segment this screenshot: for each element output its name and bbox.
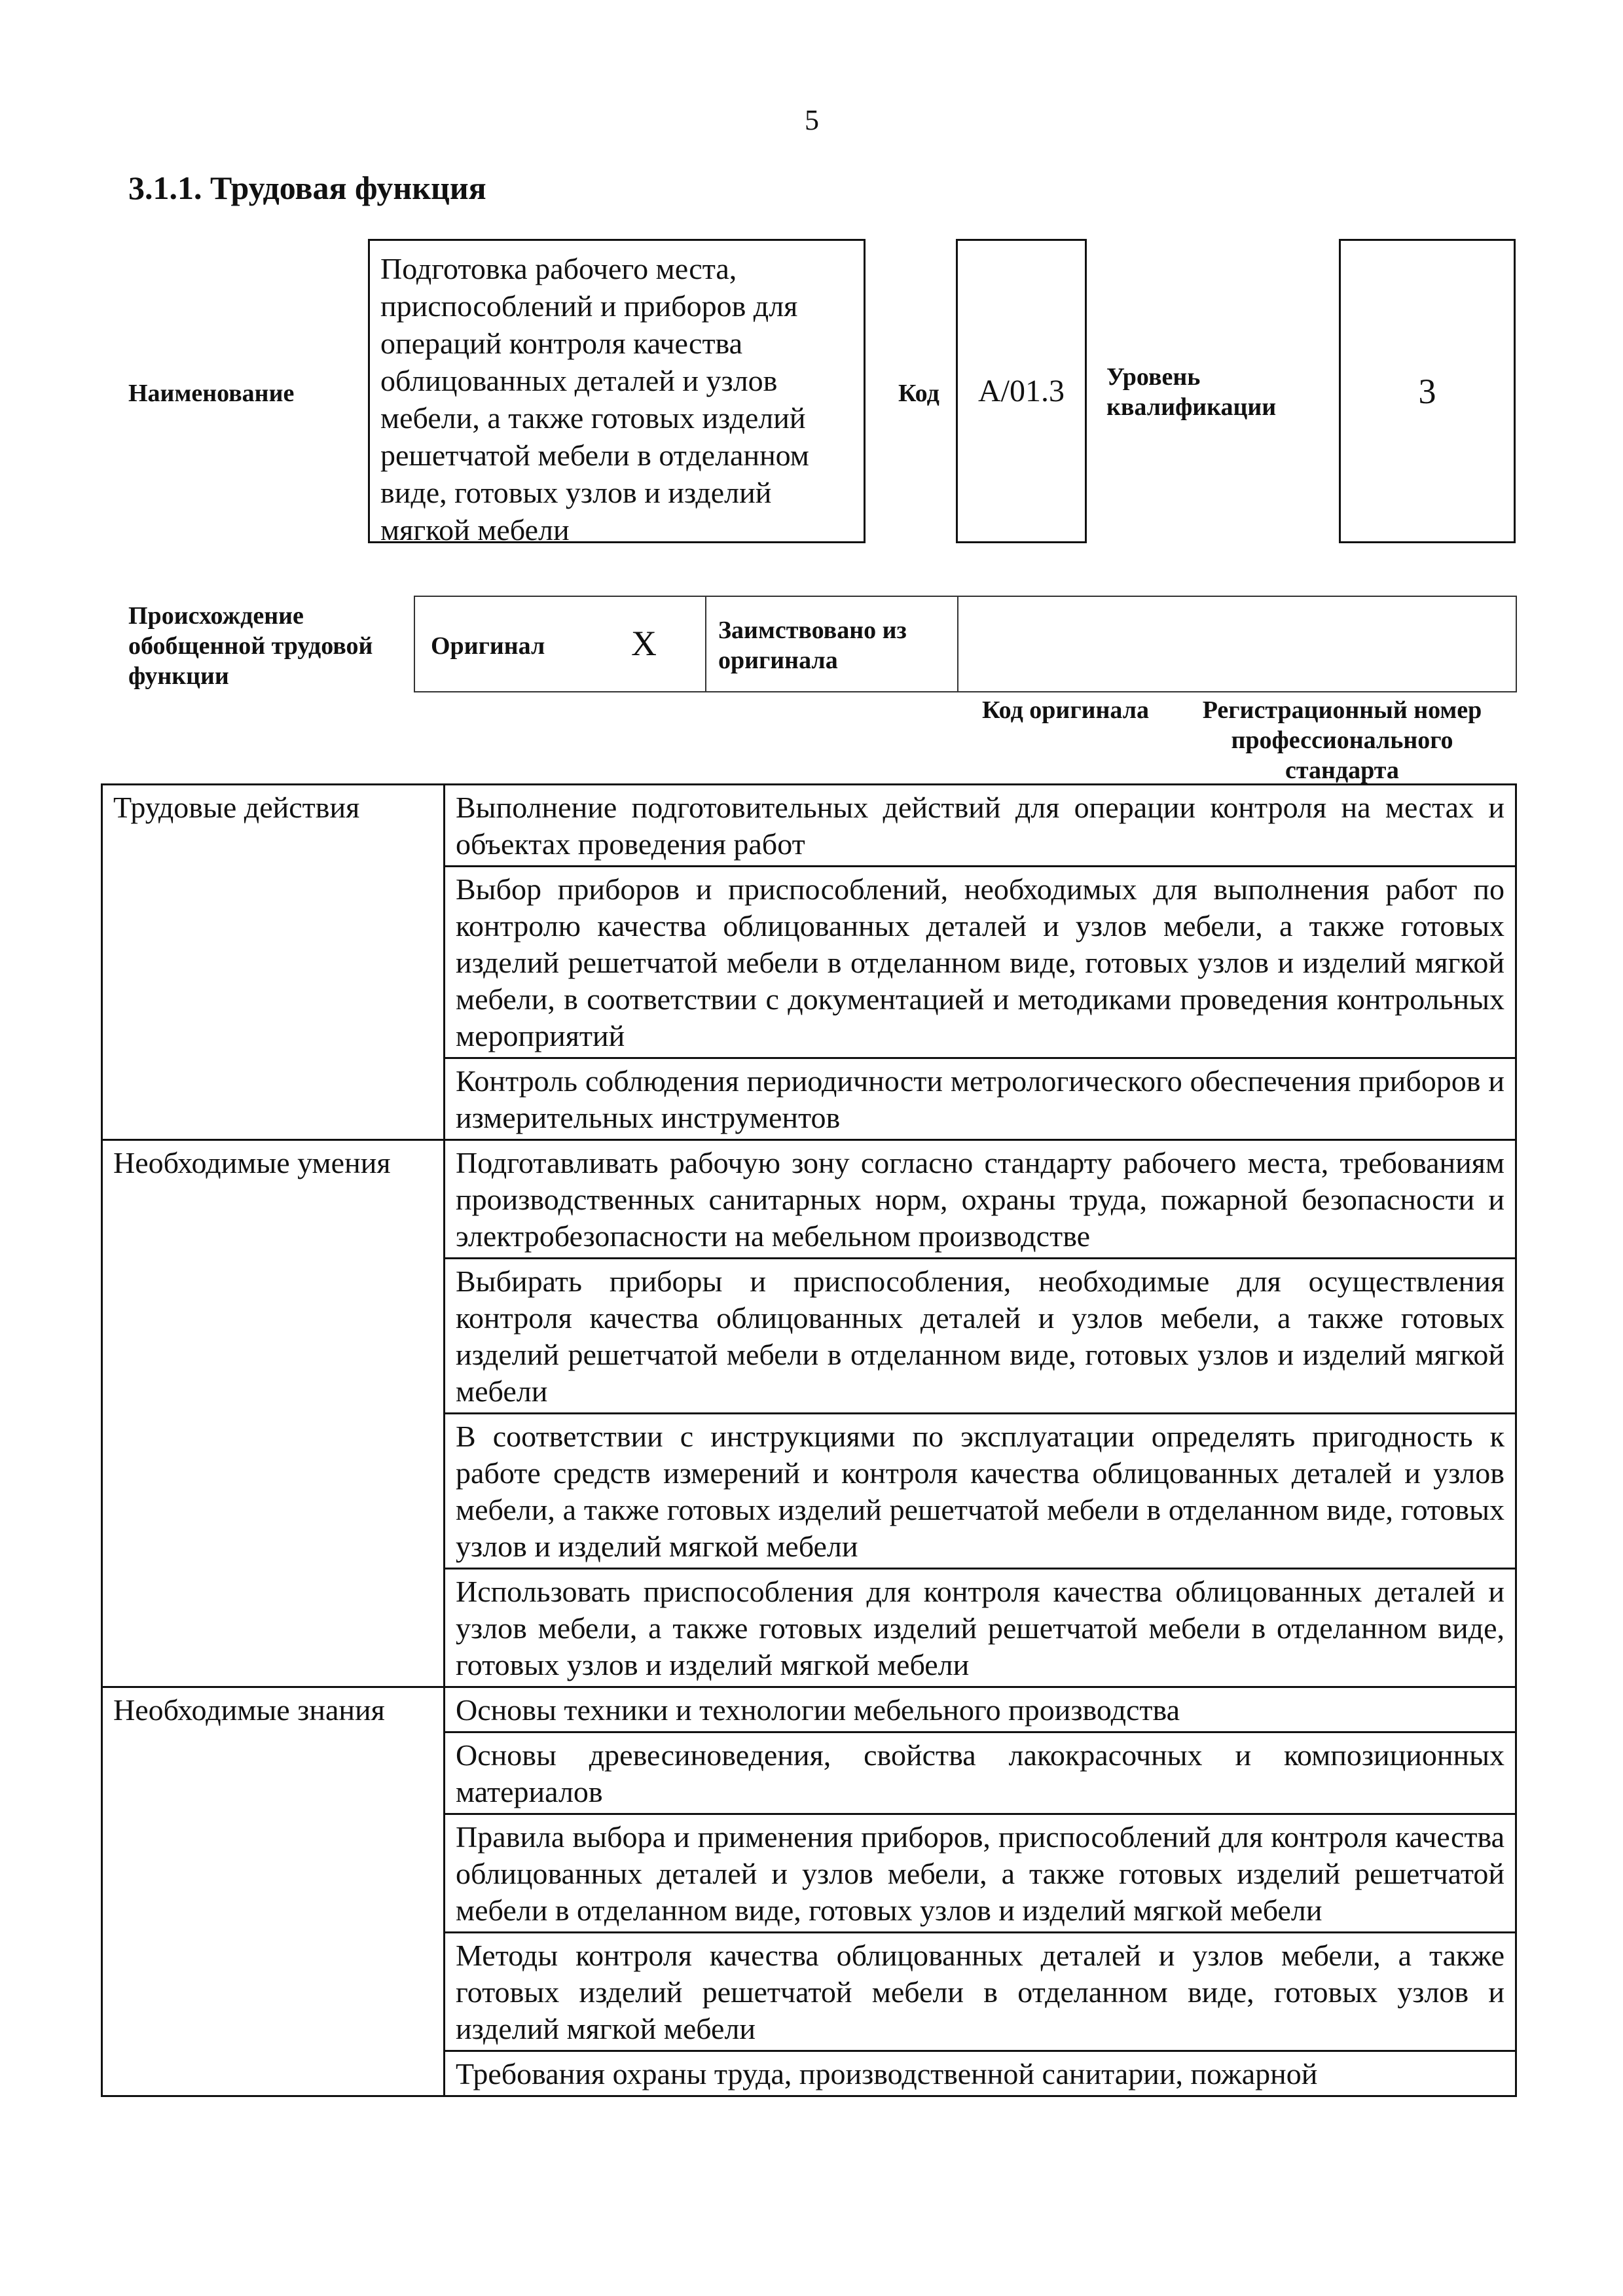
name-label: Наименование <box>128 380 295 407</box>
qualification-level-label: Уровень квалификации <box>1106 363 1277 421</box>
table-cell: Требования охраны труда, производственной санитарии, пожарной <box>445 2051 1516 2096</box>
function-name-box: Подготовка рабочего места, приспособлений и приборов для операций контроля качества облицованных деталей и узлов мебели, а также готовых изделий решетчатой мебели в отделанном виде, готовых узлов и изделий мягкой мебели <box>368 239 866 543</box>
borrowed-label: Заимствовано из оригинала <box>718 617 907 674</box>
labor-function-table <box>101 783 1517 2097</box>
origin-row <box>414 596 1517 692</box>
table-cell: Контроль соблюдения периодичности метрологического обеспечения приборов и измерительных инструментов <box>445 1058 1516 1140</box>
table-cell: В соответствии с инструкциями по эксплуатации определять пригодность к работе средств измерений и контроля качества облицованных деталей и узлов мебели, а также готовых изделий решетчатой мебели в отделанном виде, готовых узлов и изделий мягкой мебели <box>445 1414 1516 1569</box>
table-cell: Основы техники и технологии мебельного производства <box>445 1687 1516 1732</box>
original-code-caption: Код оригинала <box>982 696 1150 724</box>
section-heading: Трудовые действия <box>102 785 445 1140</box>
table-cell: Использовать приспособления для контроля качества облицованных деталей и узлов мебели, а также готовых изделий решетчатой мебели в отделанном виде, готовых узлов и изделий мягкой мебели <box>445 1569 1516 1687</box>
section-heading: Необходимые знания <box>102 1687 445 2096</box>
table-row <box>102 785 1516 867</box>
origin-empty-cell <box>958 597 1518 691</box>
table-cell: Правила выбора и применения приборов, приспособлений для контроля качества облицованных деталей и узлов мебели, а также готовых изделий решетчатой мебели в отделанном виде, готовых узлов и изделий мягкой мебели <box>445 1814 1516 1933</box>
table-cell: Основы древесиноведения, свойства лакокрасочных и композиционных материалов <box>445 1732 1516 1814</box>
code-label: Код <box>898 380 939 407</box>
table-cell: Выбор приборов и приспособлений, необходимых для выполнения работ по контролю качества облицованных деталей и узлов мебели, а также готовых изделий решетчатой мебели в отделанном виде, готовых узлов и изделий мягкой мебели, в соответствии с документацией и методиками проведения контрольных мероприятий <box>445 867 1516 1058</box>
table-cell: Выполнение подготовительных действий для операции контроля на местах и объектах проведения работ <box>445 785 1516 867</box>
table-cell: Выбирать приборы и приспособления, необходимые для осуществления контроля качества облицованных деталей и узлов мебели, а также готовых изделий решетчатой мебели в отделанном виде, готовых узлов и изделий мягкой мебели <box>445 1259 1516 1414</box>
table-cell: Методы контроля качества облицованных деталей и узлов мебели, а также готовых изделий решетчатой мебели в отделанном виде, готовых узлов и изделий мягкой мебели <box>445 1933 1516 2051</box>
function-code-box: А/01.3 <box>956 239 1087 543</box>
reg-number-caption: Регистрационный номер профессионального стандарта <box>1202 696 1482 784</box>
table-cell: Подготавливать рабочую зону согласно стандарту рабочего места, требованиям производственных санитарных норм, охраны труда, пожарной безопасности и электробезопасности на мебельном производстве <box>445 1140 1516 1259</box>
page-number: 5 <box>805 104 819 136</box>
original-mark: X <box>631 624 657 663</box>
section-title: 3.1.1. Трудовая функция <box>128 170 486 206</box>
table-row <box>102 1140 1516 1259</box>
origin-borrowed-cell <box>706 597 958 691</box>
origin-label: Происхождение обобщенной трудовой функции <box>128 602 373 690</box>
section-heading: Необходимые умения <box>102 1140 445 1687</box>
table-row <box>102 1687 1516 1732</box>
original-label: Оригинал <box>431 632 545 660</box>
origin-original-cell <box>415 597 706 691</box>
qualification-level-box: 3 <box>1339 239 1516 543</box>
